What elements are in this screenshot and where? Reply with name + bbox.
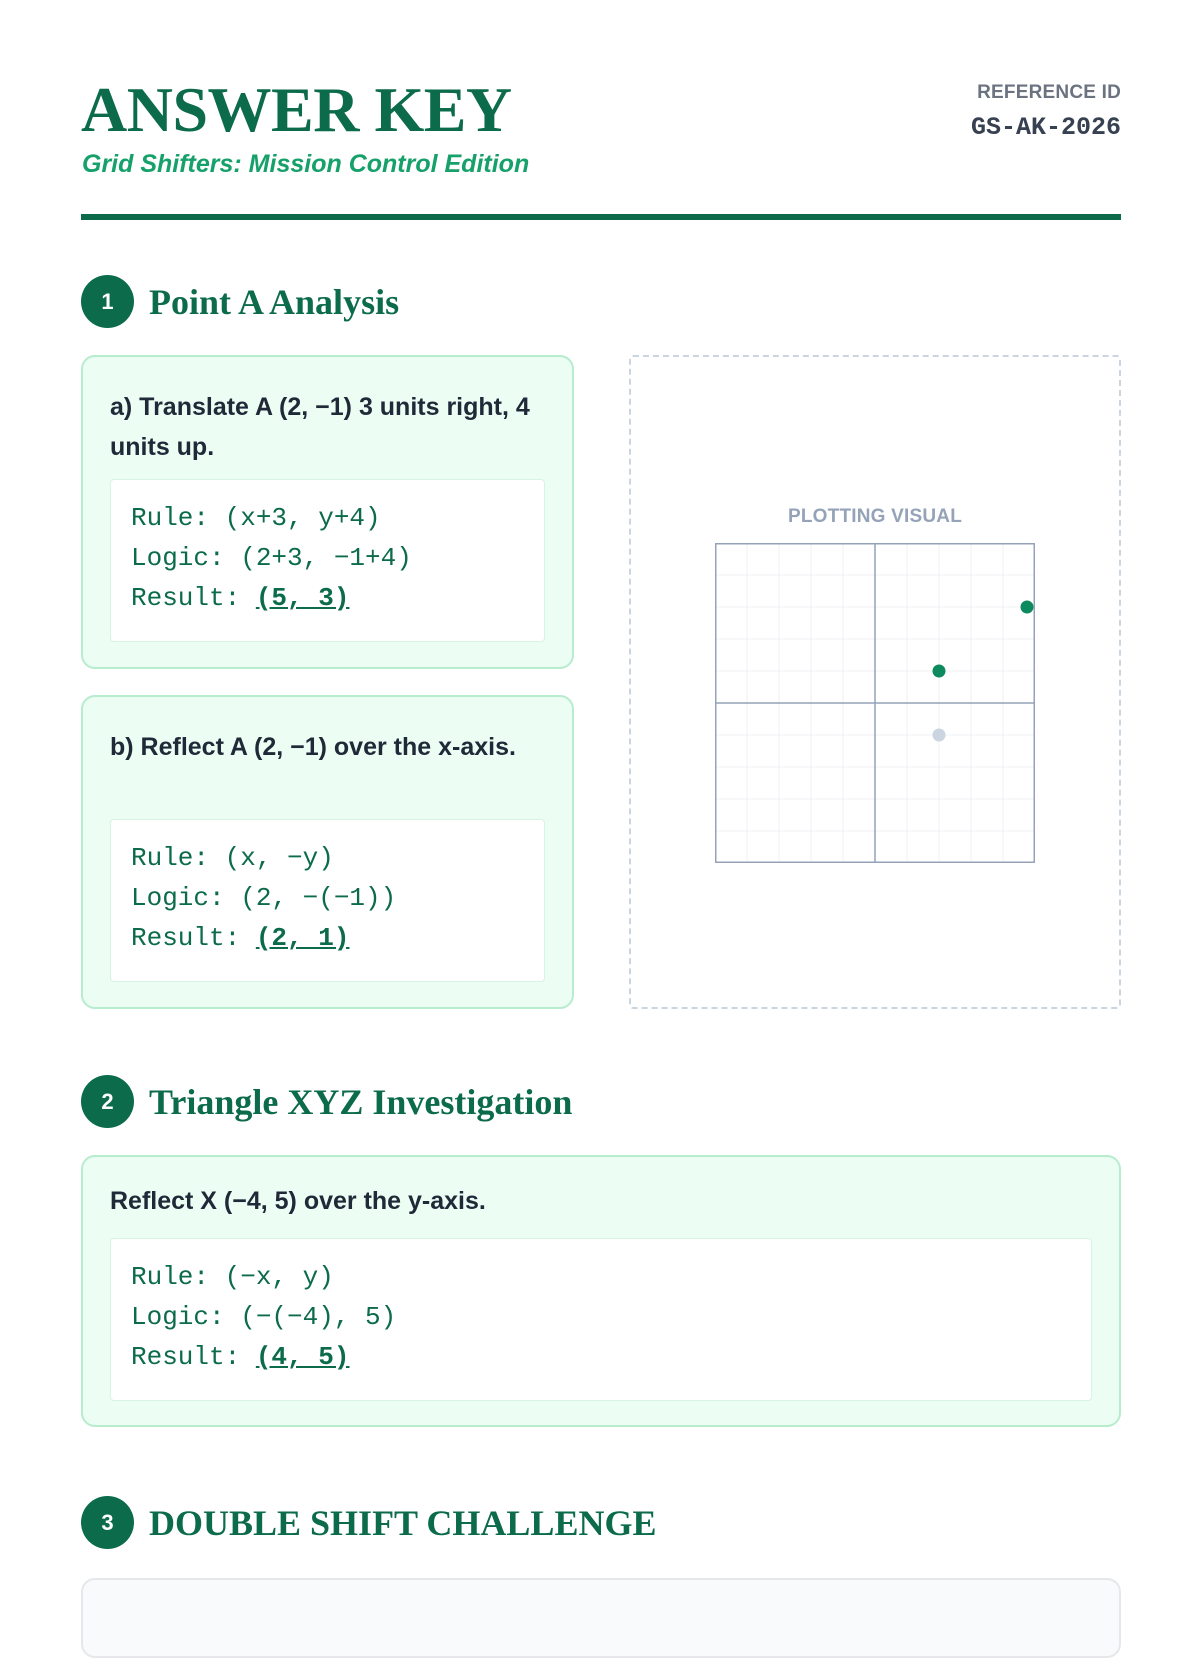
problem-prompt: a) Translate A (2, −1) 3 units right, 4 units up.	[110, 393, 530, 461]
solution-box	[110, 479, 545, 642]
section-title: Point A Analysis	[149, 281, 400, 322]
logic-line: Logic: (−(−4), 5)	[131, 1302, 397, 1332]
header	[81, 0, 1121, 222]
plot-point	[933, 729, 946, 742]
result-value: (4, 5)	[255, 1342, 350, 1372]
problem-prompt: Reflect X (−4, 5) over the y-axis.	[110, 1187, 486, 1215]
section-2-heading	[81, 1075, 572, 1128]
coordinate-grid	[715, 543, 1035, 863]
result-value: (2, 1)	[255, 923, 350, 953]
plot-point	[933, 665, 946, 678]
result-label: Result:	[131, 923, 256, 953]
header-divider	[81, 214, 1121, 220]
rule-line: Rule: (x+3, y+4)	[131, 503, 381, 533]
page-subtitle: Grid Shifters: Mission Control Edition	[82, 150, 530, 178]
reference-id-label: REFERENCE ID	[977, 82, 1121, 103]
section-title: DOUBLE SHIFT CHALLENGE	[149, 1502, 657, 1543]
plot-label: PLOTTING VISUAL	[788, 506, 962, 527]
answer-key-page	[81, 0, 1121, 1543]
logic-line: Logic: (2+3, −1+4)	[131, 543, 412, 573]
section-number-badge: 3	[81, 1496, 134, 1549]
challenge-card	[81, 1578, 1121, 1658]
problem-card-1b	[81, 695, 574, 1009]
result-line	[131, 578, 524, 618]
problem-card-2	[81, 1155, 1121, 1427]
section-3-heading	[81, 1496, 656, 1549]
problem-card-1a	[81, 355, 574, 669]
section-number-badge: 2	[81, 1075, 134, 1128]
result-line	[131, 1337, 1071, 1377]
section-1-heading	[81, 275, 399, 328]
section-number-badge: 1	[81, 275, 134, 328]
result-label: Result:	[131, 583, 256, 613]
solution-box	[110, 819, 545, 982]
reference-id-value: GS-AK-2026	[970, 113, 1121, 142]
problem-prompt: b) Reflect A (2, −1) over the x-axis.	[110, 733, 516, 761]
rule-line: Rule: (x, −y)	[131, 843, 334, 873]
result-label: Result:	[131, 1342, 256, 1372]
page-title: ANSWER KEY	[81, 74, 512, 145]
rule-line: Rule: (−x, y)	[131, 1262, 334, 1292]
section-title: Triangle XYZ Investigation	[149, 1081, 573, 1122]
result-value: (5, 3)	[255, 583, 350, 613]
result-line	[131, 918, 524, 958]
plotting-visual-panel	[629, 355, 1121, 1009]
plot-point	[1021, 601, 1034, 614]
logic-line: Logic: (2, −(−1))	[131, 883, 397, 913]
solution-box	[110, 1238, 1092, 1401]
